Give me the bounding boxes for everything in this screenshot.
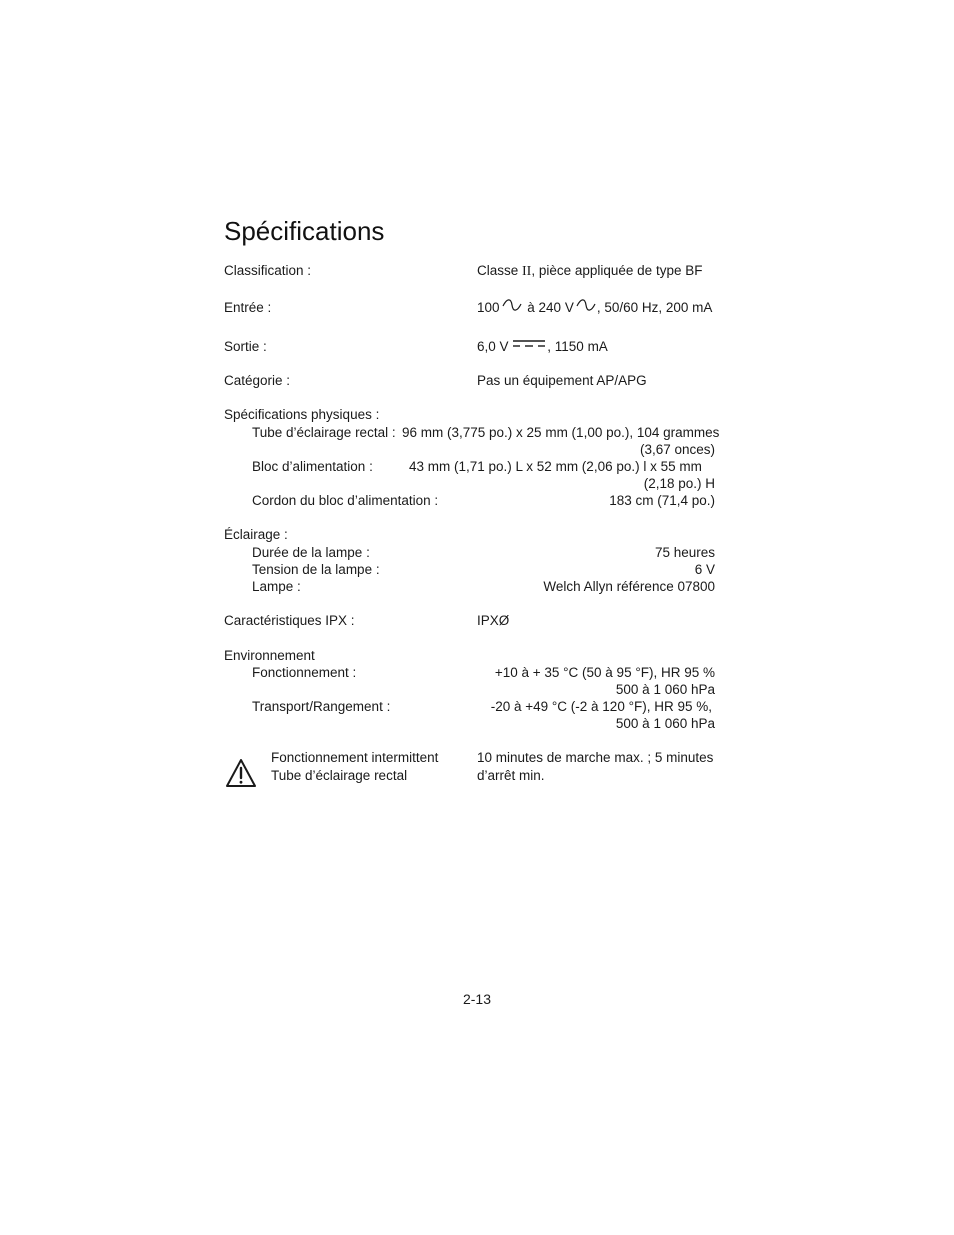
- sortie-v2: , 1150 mA: [547, 339, 608, 354]
- cordon-label: Cordon du bloc d’alimentation :: [252, 493, 439, 508]
- warning-value-2: d’arrêt min.: [477, 768, 545, 783]
- page-number: 2-13: [462, 991, 492, 1007]
- warning-triangle-icon: [225, 758, 257, 788]
- eclairage-label: Éclairage :: [224, 527, 288, 542]
- alternating-current-icon: [576, 299, 596, 311]
- page-title: Spécifications: [224, 216, 385, 246]
- tube-value: 96 mm (3,775 po.) x 25 mm (1,00 po.), 104 grammes: [402, 425, 720, 440]
- sortie-value: [477, 338, 608, 355]
- sortie-label: Sortie :: [224, 339, 267, 354]
- duree-label: Durée de la lampe :: [252, 545, 370, 560]
- lampe-value: Welch Allyn référence 07800: [543, 579, 715, 594]
- bloc-label: Bloc d’alimentation :: [252, 459, 373, 474]
- environnement-label: Environnement: [224, 648, 315, 663]
- tube-label: Tube d’éclairage rectal :: [252, 425, 396, 440]
- lampe-label: Lampe :: [252, 579, 301, 594]
- entree-v3: , 50/60 Hz, 200 mA: [596, 300, 713, 315]
- warning-line-2: Tube d’éclairage rectal: [271, 768, 408, 783]
- entree-v2: à 240 V: [523, 300, 574, 315]
- entree-v1: 100: [477, 300, 500, 315]
- ipx-value: IPXØ: [477, 613, 510, 628]
- fonctionnement-value: +10 à + 35 °C (50 à 95 °F), HR 95 %: [494, 665, 715, 680]
- warning-value-1: 10 minutes de marche max. ; 5 minutes: [477, 750, 714, 765]
- classification-label: Classification :: [224, 263, 312, 278]
- entree-value: [477, 299, 712, 316]
- classification-value-post: , pièce appliquée de type BF: [531, 263, 703, 278]
- bloc-value-2: (2,18 po.) H: [643, 476, 715, 491]
- duree-value: 75 heures: [654, 545, 715, 560]
- sortie-v1: 6,0 V: [477, 339, 513, 354]
- entree-label: Entrée :: [224, 300, 272, 315]
- transport-value: -20 à +49 °C (-2 à 120 °F), HR 95 %,: [490, 699, 712, 714]
- categorie-label: Catégorie :: [224, 373, 291, 388]
- warning-line-1: Fonctionnement intermittent: [271, 750, 439, 765]
- classification-value: [477, 262, 702, 280]
- transport-label: Transport/Rangement :: [252, 699, 391, 714]
- transport-value-2: 500 à 1 060 hPa: [615, 716, 715, 731]
- ipx-label: Caractéristiques IPX :: [224, 613, 355, 628]
- categorie-value: Pas un équipement AP/APG: [477, 373, 647, 388]
- fonctionnement-label: Fonctionnement :: [252, 665, 357, 680]
- tension-label: Tension de la lampe :: [252, 562, 380, 577]
- direct-current-icon: [512, 339, 546, 349]
- tube-value-2: (3,67 onces): [639, 442, 715, 457]
- tension-value: 6 V: [694, 562, 715, 577]
- bloc-value: 43 mm (1,71 po.) L x 52 mm (2,06 po.) l x 55 mm: [409, 459, 702, 474]
- cordon-value: 183 cm (71,4 po.): [609, 493, 715, 508]
- alternating-current-icon: [502, 299, 522, 311]
- class-two-symbol: II: [522, 264, 532, 279]
- fonctionnement-value-2: 500 à 1 060 hPa: [615, 682, 715, 697]
- classification-value-pre: Classe: [477, 263, 523, 278]
- physiques-label: Spécifications physiques :: [224, 407, 380, 422]
